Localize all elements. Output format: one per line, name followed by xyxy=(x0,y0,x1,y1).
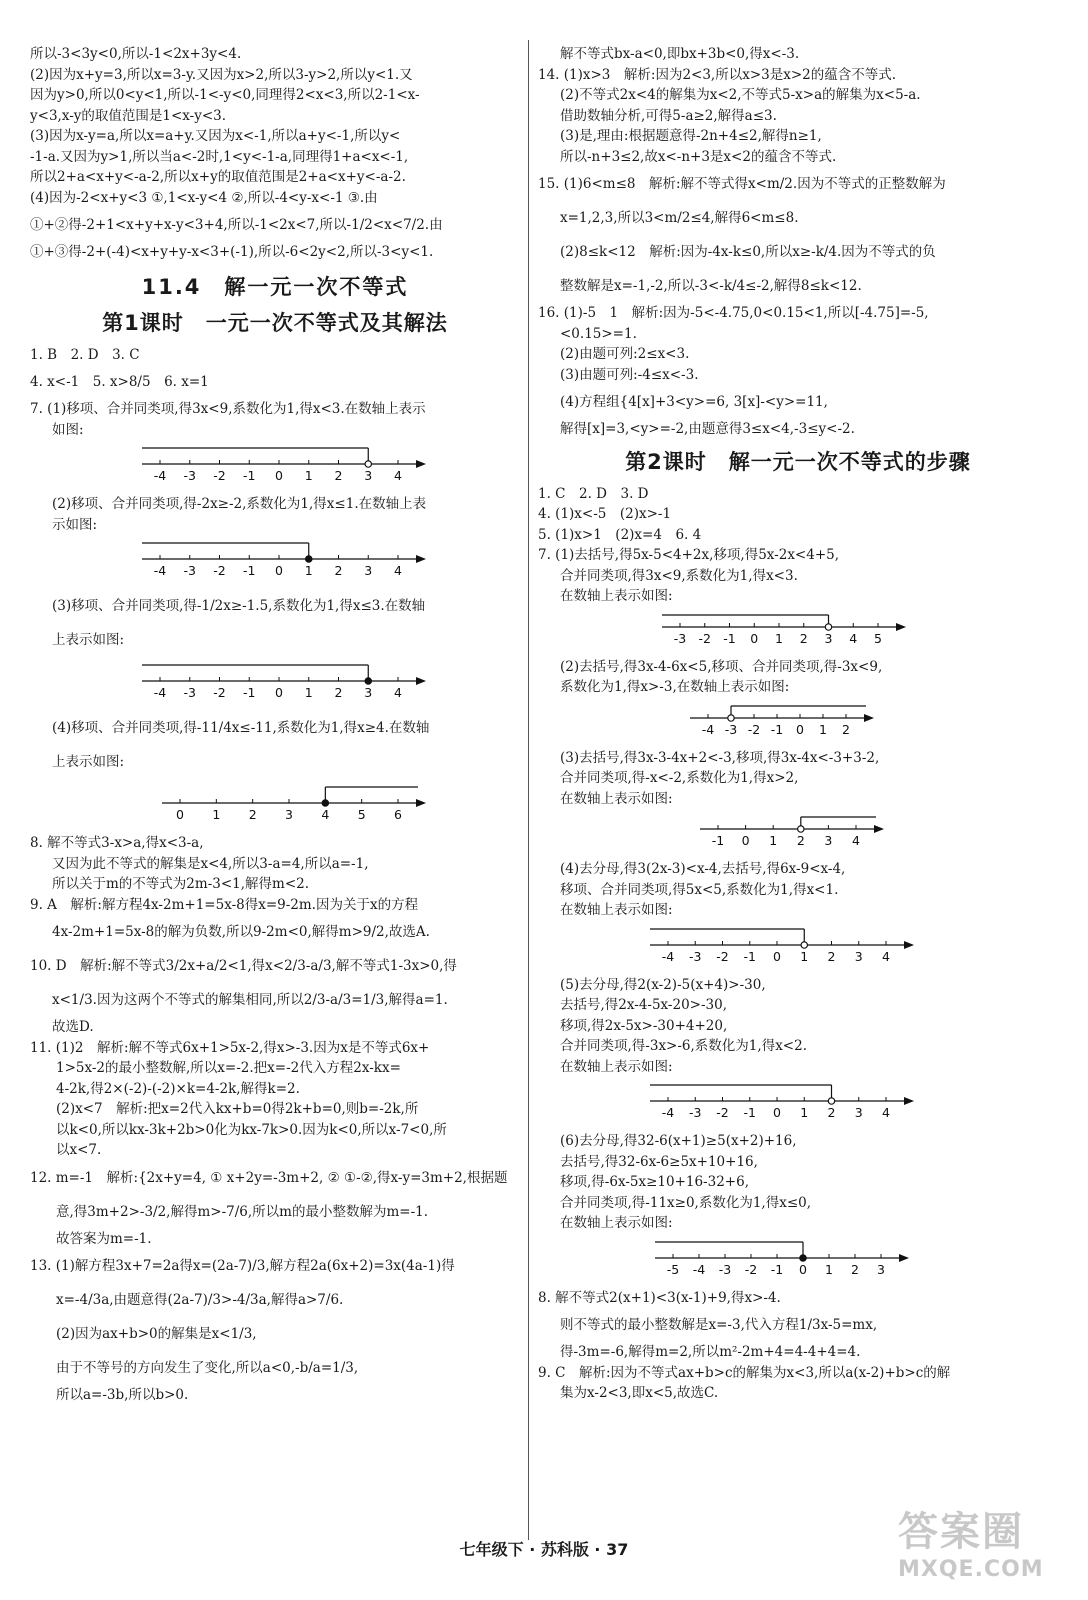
tick-label: 2 xyxy=(842,721,850,737)
text-line: 移项,得-6x-5x≥10+16-32+6, xyxy=(560,1174,749,1190)
text-line: 如图: xyxy=(52,421,84,438)
tick-label: 1 xyxy=(304,468,313,483)
text-line: (4)移项、合并同类项,得-11/4x≤-11,系数化为1,得x≥4.在数轴 xyxy=(52,720,430,736)
left-top-block xyxy=(30,44,520,263)
axis-arrow xyxy=(416,555,426,563)
tick-label: -3 xyxy=(689,948,702,964)
tick-label: -4 xyxy=(661,1105,675,1120)
text-line: 合并同类项,得3x<9,系数化为1,得x<3. xyxy=(560,567,798,584)
tick-label: 4 xyxy=(882,1105,890,1120)
text-line: ①+③得-2+(-4)<x+y+y-x<3+(-1),所以-6<2y<2,所以-3<y<1. xyxy=(30,244,434,260)
text-line: x<1/3.因为这两个不等式的解集相同,所以2/3-a/3=1/3,解得a=1. xyxy=(52,992,448,1008)
text-line: 故答案为m=-1. xyxy=(56,1230,152,1247)
text-line: 意,得3m+2>-3/2,解得m>-7/6,所以m的最小整数解为m=-1. xyxy=(56,1203,429,1220)
tick-label: 1 xyxy=(800,948,809,964)
text-line: 合并同类项,得-3x>-6,系数化为1,得x<2. xyxy=(560,1038,807,1054)
text-line: 去括号,得32-6x-6≥5x+10+16, xyxy=(560,1153,758,1170)
text-line: (4)去分母,得3(2x-3)<x-4,去括号,得6x-9<x-4, xyxy=(560,861,846,877)
watermark-logo xyxy=(898,1500,1073,1590)
tick-label: 2 xyxy=(334,563,343,578)
tick-label: 4 xyxy=(882,948,890,964)
lesson-title: 第2课时 解一元一次不等式的步骤 xyxy=(625,449,971,474)
text-line: 以k<0,所以kx-3k+2b>0化为kx-7k>0.因为k<0,所以x-7<0,所 xyxy=(56,1121,447,1138)
text-line: y<3,x-y的取值范围是1<x-y<3. xyxy=(30,107,227,124)
axis-arrow xyxy=(864,714,874,722)
tick-label: -4 xyxy=(153,563,167,578)
watermark-bottom: MXQE.COM xyxy=(898,1557,1044,1582)
tick-label: -3 xyxy=(673,630,687,646)
text-line: x=-4/3a,由题意得(2a-7)/3>-4/3a,解得a>7/6. xyxy=(56,1292,344,1308)
tick-label: -2 xyxy=(744,1261,758,1277)
tick-label: -4 xyxy=(701,721,715,737)
tick-label: -3 xyxy=(183,468,196,483)
text-line: (2)8≤k<12 解析:因为-4x-k≤0,所以x≥-k/4.因为不等式的负 xyxy=(560,244,936,260)
axis-arrow xyxy=(416,677,426,685)
text-line: 在数轴上表示如图: xyxy=(560,1215,673,1231)
tick-label: 3 xyxy=(364,468,373,483)
text-line: 解得[x]=3,<y>=-2,由题意得3≤x<4,-3≤y<-2. xyxy=(560,421,855,437)
tick-label: 2 xyxy=(799,630,808,646)
text-line: 故选D. xyxy=(52,1019,94,1035)
closed-point xyxy=(322,800,328,806)
tick-label: 1 xyxy=(819,721,827,737)
text-line: (2)不等式2x<4的解集为x<2,不等式5-x>a的解集为x<5-a. xyxy=(560,87,921,103)
axis-arrow xyxy=(899,1254,909,1262)
text-line: 上表示如图: xyxy=(52,632,125,648)
answers-line: 5. (1)x>1 (2)x=4 6. 4 xyxy=(538,526,702,543)
tick-label: -3 xyxy=(689,1105,702,1120)
text-line: 所以-n+3≤2,故x<-n+3是x<2的蕴含不等式. xyxy=(560,148,837,165)
text-line: (2)因为x+y=3,所以x=3-y.又因为x>2,所以3-y>2,所以y<1.又 xyxy=(30,66,413,83)
text-line: (2)因为ax+b>0的解集是x<1/3, xyxy=(56,1326,257,1342)
tick-label: 4 xyxy=(849,630,858,646)
text-line: 移项、合并同类项,得5x<5,系数化为1,得x<1. xyxy=(560,881,839,898)
text-line: 所以2+a<x+y<-a-2,所以x+y的取值范围是2+a<x+y<-a-2. xyxy=(30,169,406,185)
text-line: 11. (1)2 解析:解不等式6x+1>5x-2,得x>-3.因为x是不等式6x+ xyxy=(30,1039,430,1056)
tick-label: -1 xyxy=(711,833,725,848)
text-line: -1-a.又因为y>1,所以当a<-2时,1<y<-1-a,同理得1+a<x<-1, xyxy=(30,148,409,165)
tick-label: -2 xyxy=(716,948,729,964)
open-point xyxy=(801,941,807,947)
text-line: 9. A 解析:解方程4x-2m+1=5x-8得x=9-2m.因为关于x的方程 xyxy=(30,896,419,913)
text-line: (2)移项、合并同类项,得-2x≥-2,系数化为1,得x≤1.在数轴上表 xyxy=(52,496,427,512)
text-line: 16. (1)-5 1 解析:因为-5<-4.75,0<0.15<1,所以[-4.75]=-5, xyxy=(538,305,929,321)
text-line: (4)方程组{4[x]+3<y>=6, 3[x]-<y>=11, xyxy=(560,394,828,410)
tick-label: 6 xyxy=(394,807,402,822)
open-point xyxy=(728,714,734,720)
text-line: 所以-3<3y<0,所以-1<2x+3y<4. xyxy=(30,46,242,62)
number-line xyxy=(648,923,1058,971)
tick-label: 3 xyxy=(824,833,833,848)
text-line: 移项,得2x-5x>-30+4+20, xyxy=(560,1017,728,1034)
text-line: (2)x<7 解析:把x=2代入kx+b=0得2k+b=0,则b=-2k,所 xyxy=(56,1101,419,1117)
closed-point xyxy=(306,556,312,562)
text-line: (4)因为-2<x+y<3 ①,1<x-y<4 ②,所以-4<y-x<-1 ③.由 xyxy=(30,189,378,206)
axis-arrow xyxy=(874,825,884,833)
text-line: 借助数轴分析,可得5-a≥2,解得a≤3. xyxy=(560,107,777,124)
tick-label: -4 xyxy=(661,948,675,964)
text-line: (2)由题可列:2≤x<3. xyxy=(560,346,690,362)
tick-label: 0 xyxy=(176,807,184,822)
tick-label: 3 xyxy=(285,807,293,822)
tick-label: 3 xyxy=(824,630,833,646)
tick-label: 1 xyxy=(304,563,313,578)
text-line: (3)移项、合并同类项,得-1/2x≥-1.5,系数化为1,得x≤3.在数轴 xyxy=(52,598,426,614)
tick-label: 4 xyxy=(321,807,330,822)
text-line: (3)是,理由:根据题意得-2n+4≤2,解得n≥1, xyxy=(560,128,822,144)
tick-label: 1 xyxy=(800,1105,809,1120)
text-line: 解不等式bx-a<0,即bx+3b<0,得x<-3. xyxy=(560,46,800,62)
tick-label: 5 xyxy=(874,630,882,646)
text-line: 因为y>0,所以0<y<1,所以-1<-y<0,同理得2<x<3,所以2-1<x- xyxy=(30,87,420,103)
text-line: 10. D 解析:解不等式3/2x+a/2<1,得x<2/3-a/3,解不等式1-3x>0,得 xyxy=(30,958,457,974)
tick-label: -2 xyxy=(213,563,226,578)
text-line: 集为x-2<3,即x<5,故选C. xyxy=(560,1385,719,1401)
tick-label: -2 xyxy=(698,630,711,646)
closed-point xyxy=(800,1254,806,1260)
text-line: 得-3m=-6,解得m=2,所以m²-2m+4=4-4+4=4. xyxy=(560,1344,861,1360)
tick-label: -1 xyxy=(243,468,256,483)
answers-line: 1. B 2. D 3. C xyxy=(30,346,140,363)
answers-line: 1. C 2. D 3. D xyxy=(538,485,649,502)
tick-label: 1 xyxy=(212,807,221,822)
tick-label: 3 xyxy=(877,1261,885,1277)
tick-label: 2 xyxy=(796,833,805,848)
text-line: 8. 解不等式2(x+1)<3(x-1)+9,得x>-4. xyxy=(538,1289,781,1306)
open-point xyxy=(798,826,804,832)
right-column xyxy=(538,44,1058,1404)
number-line xyxy=(660,609,1058,653)
tick-label: 0 xyxy=(275,563,283,578)
number-line xyxy=(688,700,1058,744)
tick-label: -2 xyxy=(747,721,761,737)
text-line: 则不等式的最小整数解是x=-3,代入方程1/3x-5=mx, xyxy=(560,1317,878,1333)
tick-label: 1 xyxy=(775,630,783,646)
text-line: 在数轴上表示如图: xyxy=(560,588,673,604)
axis-arrow xyxy=(904,941,914,949)
tick-label: 3 xyxy=(854,948,863,964)
tick-label: 3 xyxy=(854,1105,863,1120)
number-line xyxy=(648,1079,1058,1127)
answers-line: 4. x<-1 5. x>8/5 6. x=1 xyxy=(30,374,209,390)
tick-label: 3 xyxy=(364,563,373,578)
text-line: x=1,2,3,所以3<m/2≤4,解得6<m≤8. xyxy=(560,210,799,226)
text-line: 整数解是x=-1,-2,所以-3<-k/4≤-2,解得8≤k<12. xyxy=(560,278,862,294)
tick-label: -1 xyxy=(243,563,256,578)
text-line: (6)去分母,得32-6(x+1)≥5(x+2)+16, xyxy=(560,1133,797,1149)
open-point xyxy=(828,1098,834,1104)
text-line: 系数化为1,得x>-3,在数轴上表示如图: xyxy=(560,679,790,695)
tick-label: 2 xyxy=(334,685,343,700)
tick-label: -4 xyxy=(153,685,167,700)
text-line: (5)去分母,得2(x-2)-5(x+4)>-30, xyxy=(560,976,766,993)
number-line xyxy=(698,811,1058,855)
number-line xyxy=(160,781,520,829)
text-line: 又因为此不等式的解集是x<4,所以3-a=4,所以a=-1, xyxy=(52,855,369,872)
tick-label: 1 xyxy=(825,1261,833,1277)
tick-label: -1 xyxy=(743,948,756,964)
number-line xyxy=(140,537,520,585)
text-line: ①+②得-2+1<x+y+x-y<3+4,所以-1<2x<7,所以-1/2<x<7/2.由 xyxy=(30,217,443,233)
text-line: 9. C 解析:因为不等式ax+b>c的解集为x<3,所以a(x-2)+b>c的解 xyxy=(538,1364,951,1381)
tick-label: 0 xyxy=(773,948,781,964)
tick-label: 0 xyxy=(275,685,283,700)
tick-label: 0 xyxy=(750,630,759,646)
text-line: 15. (1)6<m≤8 解析:解不等式得x<m/2.因为不等式的正整数解为 xyxy=(538,176,946,192)
text-line: 14. (1)x>3 解析:因为2<3,所以x>3是x>2的蕴含不等式. xyxy=(538,66,897,83)
page-footer: 七年级下 · 苏科版 · 37 xyxy=(459,1540,629,1559)
tick-label: 1 xyxy=(304,685,313,700)
tick-label: -3 xyxy=(724,721,738,737)
tick-label: -3 xyxy=(718,1261,732,1277)
open-point xyxy=(365,461,371,467)
tick-label: 0 xyxy=(741,833,750,848)
tick-label: -4 xyxy=(692,1261,706,1277)
text-line: 去括号,得2x-4-5x-20>-30, xyxy=(560,997,728,1013)
open-point xyxy=(825,623,831,629)
tick-label: -1 xyxy=(770,721,784,737)
text-line: (3)由题可列:-4≤x<-3. xyxy=(560,366,699,383)
text-line: (3)去括号,得3x-3-4x+2<-3,移项,得3x-4x<-3+3-2, xyxy=(560,749,880,766)
text-line: 以x<7. xyxy=(56,1142,102,1158)
tick-label: 0 xyxy=(275,468,283,483)
answers-line: 4. (1)x<-5 (2)x>-1 xyxy=(538,506,672,522)
tick-label: -1 xyxy=(723,630,736,646)
tick-label: 2 xyxy=(248,807,257,822)
text-line: 所以a=-3b,所以b>0. xyxy=(56,1387,189,1403)
text-line: (2)去括号,得3x-4-6x<5,移项、合并同类项,得-3x<9, xyxy=(560,658,883,675)
column-divider xyxy=(528,40,529,1540)
tick-label: -5 xyxy=(666,1261,680,1277)
watermark-top: 答案圈 xyxy=(898,1509,1024,1555)
text-line: 示如图: xyxy=(52,516,98,533)
tick-label: -2 xyxy=(716,1105,729,1120)
tick-label: -1 xyxy=(743,1105,756,1120)
tick-label: 2 xyxy=(334,468,343,483)
text-line: 上表示如图: xyxy=(52,754,125,770)
tick-label: -2 xyxy=(213,685,226,700)
axis-arrow xyxy=(416,460,426,468)
tick-label: 0 xyxy=(773,1105,781,1120)
tick-label: 0 xyxy=(796,721,804,737)
text-line: 13. (1)解方程3x+7=2a得x=(2a-7)/3,解方程2a(6x+2)=3x(4a-1)得 xyxy=(30,1258,455,1274)
text-line: (3)因为x-y=a,所以x=a+y.又因为x<-1,所以a+y<-1,所以y< xyxy=(30,128,401,144)
text-line: 在数轴上表示如图: xyxy=(560,790,673,807)
axis-arrow xyxy=(904,1097,914,1105)
text-line: 4-2k,得2×(-2)-(-2)×k=4-2k,解得k=2. xyxy=(56,1080,300,1097)
tick-label: 4 xyxy=(394,685,402,700)
text-line: 7. (1)去括号,得5x-5<4+2x,移项,得5x-2x<4+5, xyxy=(538,547,840,563)
text-line: 合并同类项,得-x<-2,系数化为1,得x>2, xyxy=(560,770,799,786)
number-line xyxy=(653,1236,1058,1284)
section-title: 11.4 解一元一次不等式 xyxy=(141,274,409,299)
axis-arrow xyxy=(896,623,906,631)
text-line: 在数轴上表示如图: xyxy=(560,1058,673,1075)
left-column xyxy=(30,44,520,1406)
number-line xyxy=(140,442,520,490)
tick-label: 4 xyxy=(394,563,402,578)
tick-label: -3 xyxy=(183,685,196,700)
text-line: <0.15>=1. xyxy=(560,325,637,342)
tick-label: 0 xyxy=(799,1261,807,1277)
tick-label: -3 xyxy=(183,563,196,578)
closed-point xyxy=(365,678,371,684)
tick-label: -4 xyxy=(153,468,167,483)
tick-label: 1 xyxy=(769,833,778,848)
tick-label: 2 xyxy=(851,1261,859,1277)
text-line: 4x-2m+1=5x-8的解为负数,所以9-2m<0,解得m>9/2,故选A. xyxy=(52,924,430,940)
tick-label: 4 xyxy=(394,468,402,483)
text-line: 12. m=-1 解析:{2x+y=4, ① x+2y=-3m+2, ② ①-②,得x-y=3m+2,根据题 xyxy=(30,1169,508,1186)
text-line: 1>5x-2的最小整数解,所以x=-2.把x=-2代入方程2x-kx= xyxy=(56,1060,401,1076)
tick-label: 2 xyxy=(827,948,836,964)
text-line: 所以关于m的不等式为2m-3<1,解得m<2. xyxy=(52,876,310,892)
text-line: 7. (1)移项、合并同类项,得3x<9,系数化为1,得x<3.在数轴上表示 xyxy=(30,401,426,417)
tick-label: 3 xyxy=(364,685,373,700)
tick-label: -1 xyxy=(770,1261,784,1277)
tick-label: 4 xyxy=(852,833,860,848)
text-line: 合并同类项,得-11x≥0,系数化为1,得x≤0, xyxy=(560,1194,812,1211)
text-line: 在数轴上表示如图: xyxy=(560,902,673,918)
text-line: 由于不等号的方向发生了变化,所以a<0,-b/a=1/3, xyxy=(56,1360,359,1376)
tick-label: 2 xyxy=(827,1105,836,1120)
number-line xyxy=(140,659,520,707)
tick-label: -1 xyxy=(243,685,256,700)
axis-arrow xyxy=(416,799,426,807)
tick-label: -2 xyxy=(213,468,226,483)
text-line: 8. 解不等式3-x>a,得x<3-a, xyxy=(30,835,204,851)
lesson-title: 第1课时 一元一次不等式及其解法 xyxy=(102,310,448,335)
tick-label: 5 xyxy=(357,807,366,822)
